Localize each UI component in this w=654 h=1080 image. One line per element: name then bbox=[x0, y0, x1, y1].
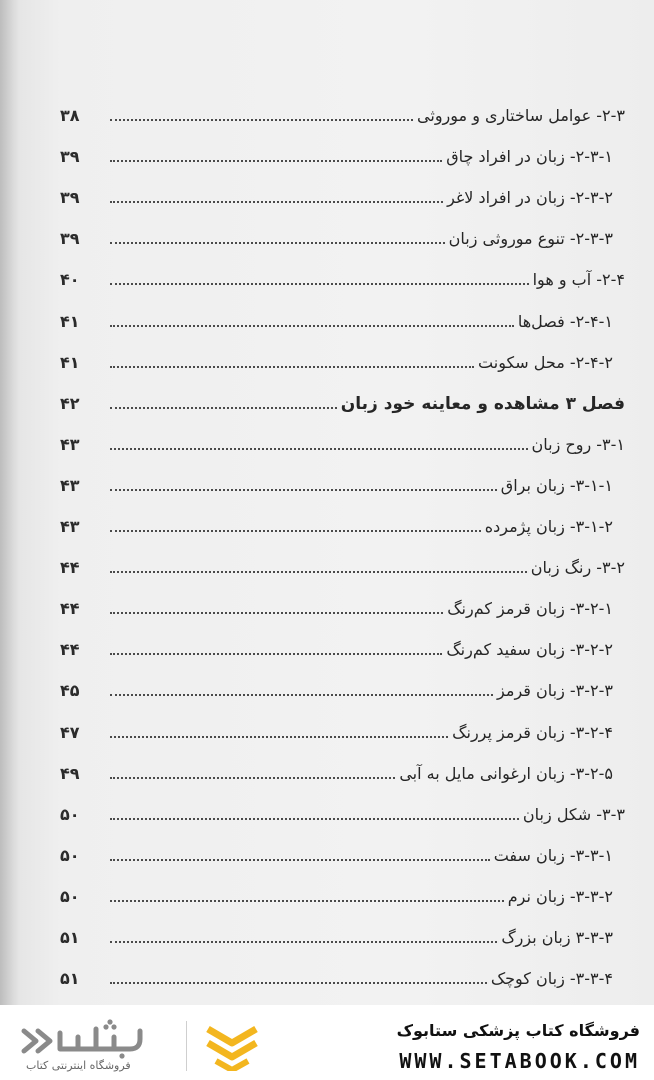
toc-page-number: ۴۱ bbox=[60, 311, 80, 331]
dot-leader bbox=[110, 489, 497, 491]
toc-page-number: ۴۳ bbox=[60, 434, 80, 454]
toc-entry-title: ۲-۴- آب و هوا bbox=[532, 270, 625, 290]
toc-entry bbox=[60, 918, 625, 948]
toc-entry bbox=[60, 137, 625, 167]
toc-page-number: ۴۷ bbox=[60, 722, 80, 742]
toc-entry bbox=[60, 630, 625, 660]
toc-page-number: ۳۸ bbox=[60, 106, 80, 125]
dot-leader bbox=[110, 859, 490, 861]
toc-entry-title: ۳-۲-۱- زبان قرمز کم‌رنگ bbox=[447, 599, 613, 619]
dot-leader bbox=[110, 777, 395, 779]
toc-page-number: ۴۴ bbox=[60, 599, 80, 619]
dot-leader bbox=[110, 448, 528, 450]
toc-page-number: ۴۴ bbox=[60, 558, 80, 578]
toc-page-number: ۵۰ bbox=[60, 886, 80, 906]
toc-page-number: ۴۳ bbox=[60, 475, 80, 495]
dot-leader bbox=[110, 612, 443, 614]
dot-leader bbox=[110, 242, 445, 244]
dot-leader bbox=[110, 366, 474, 368]
toc-entry bbox=[60, 302, 625, 332]
toc-entry-title: ۳-۳- شکل زبان bbox=[522, 804, 625, 824]
dot-leader bbox=[110, 818, 519, 820]
toc-entry bbox=[60, 219, 625, 249]
toc-entry-title: ۲-۴-۱- فصل‌ها bbox=[517, 311, 613, 331]
logo-subtitle: فروشگاه اینترنتی کتاب bbox=[26, 1059, 131, 1072]
toc-entry-title: ۳-۳-۳ زبان بزرگ bbox=[501, 928, 613, 947]
toc-entry-title: ۲-۴-۲- محل سکونت bbox=[478, 352, 613, 372]
dot-leader bbox=[110, 982, 487, 984]
toc-page-number: ۴۱ bbox=[60, 352, 80, 372]
toc-entry-title: ۲-۳- عوامل ساختاری و موروثی bbox=[417, 106, 625, 125]
toc-entry-title: ۳-۲-۳- زبان قرمز bbox=[497, 681, 613, 701]
toc-entry-title: ۲-۳-۳- تنوع موروثی زبان bbox=[448, 229, 613, 249]
toc-entry bbox=[60, 713, 625, 743]
toc-page-number: ۴۰ bbox=[60, 270, 80, 290]
toc-entry bbox=[60, 548, 625, 578]
toc-entry bbox=[60, 466, 625, 496]
toc-page-number: ۵۰ bbox=[60, 845, 80, 865]
dot-leader bbox=[110, 941, 497, 943]
toc-entry-title: ۳-۱- روح زبان bbox=[531, 434, 625, 454]
toc-page-number: ۵۱ bbox=[60, 928, 80, 947]
toc-entry bbox=[60, 589, 625, 619]
toc-chapter-title: فصل ۳ مشاهده و معاینه خود زبان bbox=[340, 393, 625, 414]
dot-leader bbox=[110, 201, 443, 203]
dot-leader bbox=[110, 160, 442, 162]
toc-entry bbox=[60, 836, 625, 866]
toc-page-number: ۴۳ bbox=[60, 517, 80, 536]
toc-entry-title: ۳-۳-۱- زبان سفت bbox=[493, 845, 613, 865]
toc-page-number: ۴۲ bbox=[60, 393, 80, 413]
toc-entry bbox=[60, 877, 625, 907]
toc-entry bbox=[60, 260, 625, 290]
toc-entry-title: ۳-۱-۱- زبان براق bbox=[500, 475, 613, 495]
store-url-link[interactable]: WWW.SETABOOK.COM bbox=[399, 1049, 640, 1073]
toc-entry-title: ۳-۲-۵- زبان ارغوانی مایل به آبی bbox=[399, 763, 613, 783]
toc-page-number: ۵۱ bbox=[60, 969, 80, 989]
toc-entry-title: ۳-۲-۲- زبان سفید کم‌رنگ bbox=[446, 640, 613, 660]
chevron-stack-icon bbox=[202, 1021, 262, 1071]
toc-entry bbox=[60, 343, 625, 373]
dot-leader bbox=[110, 530, 481, 532]
dot-leader bbox=[110, 694, 493, 696]
toc-entry bbox=[60, 178, 625, 208]
toc-page-number: ۵۰ bbox=[60, 804, 80, 824]
dot-leader bbox=[110, 571, 527, 573]
toc-entry bbox=[60, 754, 625, 784]
toc-page-number: ۳۹ bbox=[60, 147, 80, 167]
toc-entry bbox=[60, 671, 625, 701]
toc-entry-title: ۳-۱-۲- زبان پژمرده bbox=[484, 517, 613, 536]
toc-entry bbox=[60, 959, 625, 989]
toc-page-number: ۴۴ bbox=[60, 640, 80, 660]
toc-entry-title: ۳-۳-۲- زبان نرم bbox=[507, 886, 613, 906]
toc-page-number: ۴۹ bbox=[60, 763, 80, 783]
toc-entry-title: ۳-۲-۴- زبان قرمز پررنگ bbox=[452, 722, 613, 742]
toc-entry-title: ۳-۲- رنگ زبان bbox=[530, 558, 625, 578]
toc-entry-title: ۲-۳-۲- زبان در افراد لاغر bbox=[447, 188, 613, 208]
dot-leader bbox=[110, 119, 413, 121]
toc-page-number: ۳۹ bbox=[60, 229, 80, 249]
toc-entry bbox=[60, 384, 625, 414]
toc-entry bbox=[60, 507, 625, 537]
dot-leader bbox=[110, 407, 337, 409]
footer-banner bbox=[0, 1005, 654, 1080]
toc-entry-title: ۳-۳-۴- زبان کوچک bbox=[490, 969, 613, 989]
toc-entry bbox=[60, 425, 625, 455]
toc-page-number: ۳۹ bbox=[60, 188, 80, 208]
dot-leader bbox=[110, 900, 504, 902]
dot-leader bbox=[110, 325, 514, 327]
setabook-logo[interactable] bbox=[18, 1019, 268, 1074]
toc-entry bbox=[60, 795, 625, 825]
dot-leader bbox=[110, 283, 529, 285]
dot-leader bbox=[110, 736, 448, 738]
logo-divider bbox=[186, 1021, 187, 1071]
store-name: فروشگاه کتاب پزشکی ستابوک bbox=[396, 1021, 640, 1040]
toc-page-number: ۴۵ bbox=[60, 681, 80, 701]
toc-entry bbox=[60, 96, 625, 126]
toc-entry-title: ۲-۳-۱- زبان در افراد چاق bbox=[446, 147, 613, 167]
setabook-wordmark bbox=[18, 1019, 168, 1061]
dot-leader bbox=[110, 653, 442, 655]
